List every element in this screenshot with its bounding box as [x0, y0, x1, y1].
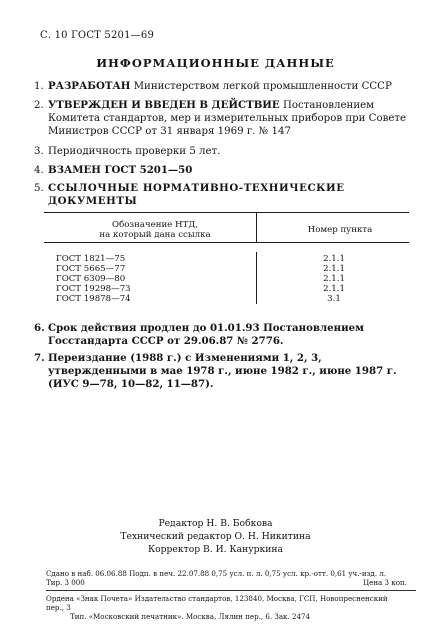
publisher-info [46, 594, 407, 621]
table-cell-document: ГОСТ 19298—73 [56, 284, 131, 294]
info-item-5 [34, 182, 409, 208]
info-item-6 [34, 322, 409, 348]
editors-block [0, 517, 431, 556]
item-number: 5. [34, 183, 44, 194]
section-title: ИНФОРМАЦИОННЫЕ ДАННЫЕ [96, 56, 335, 70]
footer-rule [46, 590, 416, 591]
item-number: 3. [34, 146, 44, 157]
editor-line: Редактор Н. В. Бобкова [158, 518, 273, 529]
table-clause-column [314, 254, 354, 304]
print-run: Тир. 3 000 [46, 578, 85, 587]
table-header-clause: Номер пункта [307, 225, 373, 235]
item-number: 7. [34, 352, 45, 364]
table-header-document-line2: на который дана ссылка [99, 230, 211, 240]
table-header-document-line1: Обозначение НТД, [112, 220, 198, 230]
item-number: 4. [34, 165, 44, 176]
info-item-3 [34, 145, 409, 158]
table-header-rule [44, 242, 409, 243]
item-bold-text: УТВЕРЖДЕН И ВВЕДЕН В ДЕЙСТВИЕ [48, 99, 280, 111]
info-item-1 [34, 80, 409, 93]
print-info-line1: Сдано в наб. 06.06.88 Подп. в печ. 22.07.88 0,75 усл. п. л. 0,75 усл. кр.-отт. 0,61 уч.-изд. л. [46, 569, 387, 578]
printer-line: Тип. «Московский печатник». Москва, Лялин пер., 6. Зак. 2474 [70, 612, 311, 621]
table-cell-document: ГОСТ 6309—80 [56, 274, 126, 284]
item-bold-text: ВЗАМЕН ГОСТ 5201—50 [48, 164, 193, 176]
item-text: Переиздание (1988 г.) с Изменениями 1, 2, 3, утвержденными в мае 1978 г., июне 1982 г., июне 1987 г. (ИУС 9—78, 10—82, 11—87). [48, 352, 397, 390]
info-item-7 [34, 352, 409, 391]
table-cell-document: ГОСТ 1821—75 [56, 254, 126, 264]
corrector-line: Корректор В. И. Кануркина [148, 544, 283, 555]
item-number: 6. [34, 322, 45, 334]
table-cell-clause: 2.1.1 [323, 254, 345, 264]
table-cell-document: ГОСТ 19878—74 [56, 294, 131, 304]
price: Цена 3 коп. [362, 578, 407, 587]
item-number: 2. [34, 100, 44, 111]
table-cell-document: ГОСТ 5665—77 [56, 264, 126, 274]
item-text: Периодичность проверки 5 лет. [48, 146, 221, 157]
table-column-divider [256, 252, 257, 304]
page-header: С. 10 ГОСТ 5201—69 [40, 30, 155, 41]
item-text: Постановлением Комитета стандартов, мер и измерительных приборов при Совете Министров СССР от 31 января 1969 г. № 147 [48, 100, 407, 137]
item-bold-text: РАЗРАБОТАН [48, 80, 131, 92]
table-column-divider [256, 212, 257, 242]
info-item-4 [34, 164, 409, 177]
info-item-2 [34, 99, 409, 138]
item-number: 1. [34, 81, 44, 92]
table-header-document [80, 220, 230, 240]
item-bold-text: ССЫЛОЧНЫЕ НОРМАТИВНО-ТЕХНИЧЕСКИЕ ДОКУМЕНТЫ [48, 182, 345, 207]
item-text: Министерством легкой промышленности СССР [130, 81, 392, 92]
publisher-line: Ордена «Знак Почета» Издательство стандартов, 123840, Москва, ГСП, Новопресненский пер., 3 [46, 594, 388, 612]
table-top-rule [44, 212, 409, 213]
table-cell-clause: 2.1.1 [323, 274, 345, 284]
item-text: Срок действия продлен до 01.01.93 Постановлением Госстандарта СССР от 29.06.87 № 2776. [48, 322, 364, 347]
table-cell-clause: 2.1.1 [323, 284, 345, 294]
table-document-column [56, 254, 131, 304]
table-cell-clause: 2.1.1 [323, 264, 345, 274]
print-info [46, 569, 407, 587]
table-cell-clause: 3.1 [327, 294, 341, 304]
tech-editor-line: Технический редактор О. Н. Никитина [120, 531, 311, 542]
